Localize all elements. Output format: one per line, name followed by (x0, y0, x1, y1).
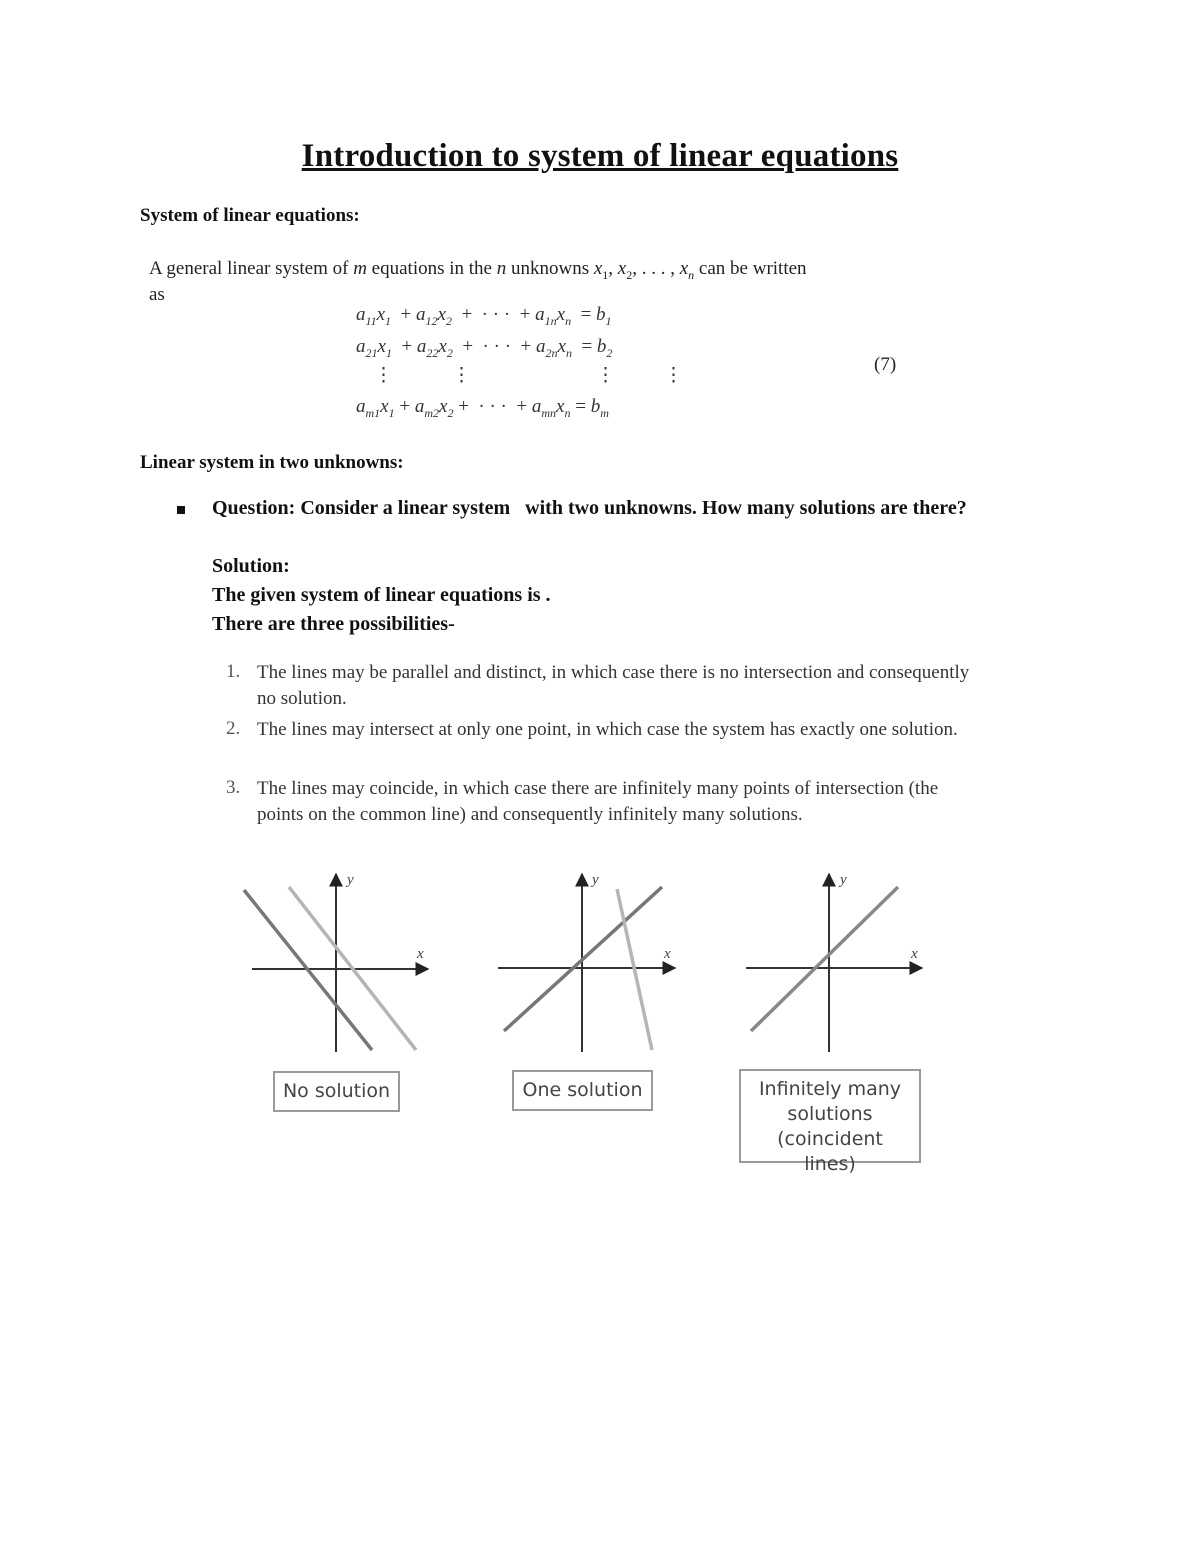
equation-system (356, 304, 916, 424)
y-axis-label: y (592, 872, 599, 888)
caption-infinitely-many: Infinitely many solutions (coincident lines) (739, 1069, 921, 1163)
line-graphs-figure (0, 860, 1200, 1060)
question-text: Question: Consider a linear system with two unknowns. How many solutions are there? (212, 497, 967, 519)
solution-line-1: The given system of linear equations is . (212, 584, 551, 606)
equation-row-1: $a_{11}x_1 + a_{12}x_2$ + · · · + $a_{1n}x_n = b_1$ (356, 304, 612, 328)
list-item-number: 3. (226, 777, 241, 798)
section-heading-system: System of linear equations: (140, 205, 360, 226)
graph-no-solution (244, 872, 428, 1052)
list-item: The lines may be parallel and distinct, in which case there is no intersection and consequently no solution. (257, 662, 970, 709)
equation-row-m: $a_{m1}x_1 + a_{m2}x_2$ + · · · + $a_{mn}x_n = b_m$ (356, 396, 609, 420)
intro-line-1: A general linear system of m equations in the n unknowns $x_1$, $x_2$, . . . , $x_n$ can be written (149, 258, 807, 282)
x-axis-label: x (417, 946, 424, 962)
y-axis-label: y (840, 872, 847, 888)
equation-row-2: $a_{21}x_1 + a_{22}x_2$ + · · · + $a_{2n}x_n = b_2$ (356, 336, 613, 360)
page-title: Introduction to system of linear equations (301, 138, 899, 174)
graph-one-solution (498, 872, 675, 1052)
equation-vdots: ⋮ (452, 365, 471, 386)
y-axis-label: y (347, 872, 354, 888)
equation-number: (7) (874, 354, 897, 375)
section-heading-two-unknowns: Linear system in two unknowns: (140, 452, 404, 473)
list-item: The lines may coincide, in which case there are infinitely many points of intersection (the points on the common line) and consequently infinitely many solutions. (257, 778, 939, 825)
equation-vdots: ⋮ (664, 365, 683, 386)
equation-vdots: ⋮ (374, 365, 393, 386)
list-item-number: 1. (226, 661, 241, 682)
solution-line-2: There are three possibilities- (212, 613, 455, 635)
intro-line-2: as (149, 284, 165, 305)
equation-vdots: ⋮ (596, 365, 615, 386)
x-axis-label: x (911, 946, 918, 962)
bullet-icon (177, 506, 185, 514)
x-axis-label: x (664, 946, 671, 962)
coincident-line (751, 887, 898, 1031)
list-item: The lines may intersect at only one point, in which case the system has exactly one solution. (257, 719, 958, 740)
caption-one-solution: One solution (512, 1070, 653, 1111)
caption-no-solution: No solution (273, 1071, 400, 1112)
graph-infinitely-many (746, 872, 922, 1052)
list-item-number: 2. (226, 718, 241, 739)
solution-label: Solution: (212, 555, 290, 577)
